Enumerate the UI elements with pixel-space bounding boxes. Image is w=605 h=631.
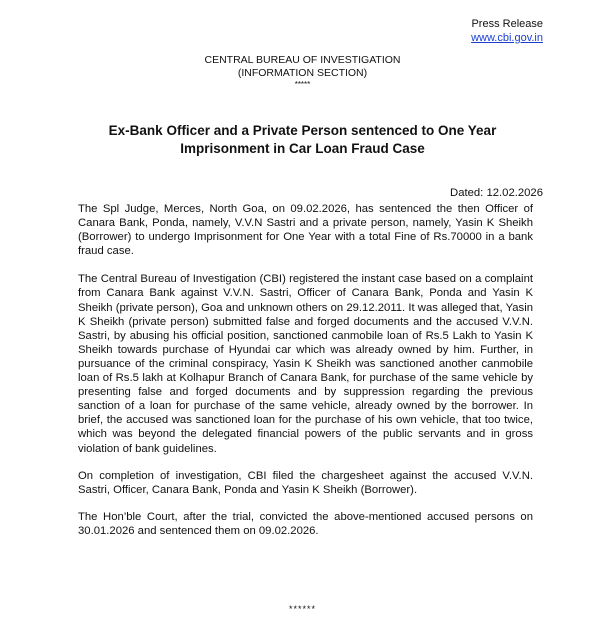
paragraph-4: The Hon’ble Court, after the trial, convicted the above-mentioned accused persons on 30.01.2026 and sentenced them on 09.02.2026. <box>78 510 533 537</box>
agency-block <box>0 54 605 89</box>
paragraph-2: The Central Bureau of Investigation (CBI) registered the instant case based on a complaint from Canara Bank against V.V.N. Sastri, Officer of Canara Bank, Ponda and Yasin K Sheikh (private person), Goa and unknown others on 29.12.2011. It was alleged that, Yasin K Sheikh (private person) submitted false and forged documents and the accused V.V.N. Sastri, by abusing his official position, sanctioned canmobile loan of Rs.5 Lakh to Yasin K Sheikh towards purchase of Hyundai car which was already owned by him. Further, in pursuance of the criminal conspiracy, Yasin K Sheikh was sanctioned another canmobile loan of Rs.5 lakh at Kolhapur Branch of Canara Bank, for purchase of the same vehicle by presenting false and forged documents and by suppression regarding the previous sanction of a loan for purchase of the same vehicle, already owned by the borrower. In brief, the accused was sanctioned loan for the purchase of his own vehicle, that too twice, which was beyond the delegated financial powers of the public servants and in gross violation of bank guidelines. <box>78 273 533 455</box>
website-link[interactable]: www.cbi.gov.in <box>471 32 543 44</box>
title-line-2: Imprisonment in Car Loan Fraud Case <box>180 141 425 156</box>
paragraph-1: The Spl Judge, Merces, North Goa, on 09.02.2026, has sentenced the then Officer of Canara Bank, Ponda, namely, V.V.N Sastri and a private person, namely, Yasin K Sheikh (Borrower) to undergo Imprisonment for One Year with a total Fine of Rs.70000 in a bank fraud case. <box>78 203 533 258</box>
end-marker: ****** <box>288 604 316 614</box>
agency-section: (INFORMATION SECTION) <box>237 67 368 79</box>
press-header <box>471 17 543 45</box>
paragraph-3: On completion of investigation, CBI filed the chargesheet against the accused V.V.N. Sastri, Officer, Canara Bank, Ponda and Yasin K Sheikh (Borrower). <box>78 469 533 496</box>
page-title <box>80 122 525 158</box>
title-line-1: Ex-Bank Officer and a Private Person sentenced to One Year <box>108 123 497 138</box>
body-text <box>78 202 533 551</box>
dated-label: Dated: 12.02.2026 <box>450 187 543 199</box>
agency-separator: ***** <box>294 80 311 89</box>
press-release-label: Press Release <box>471 18 543 30</box>
agency-name: CENTRAL BUREAU OF INVESTIGATION <box>204 54 401 66</box>
